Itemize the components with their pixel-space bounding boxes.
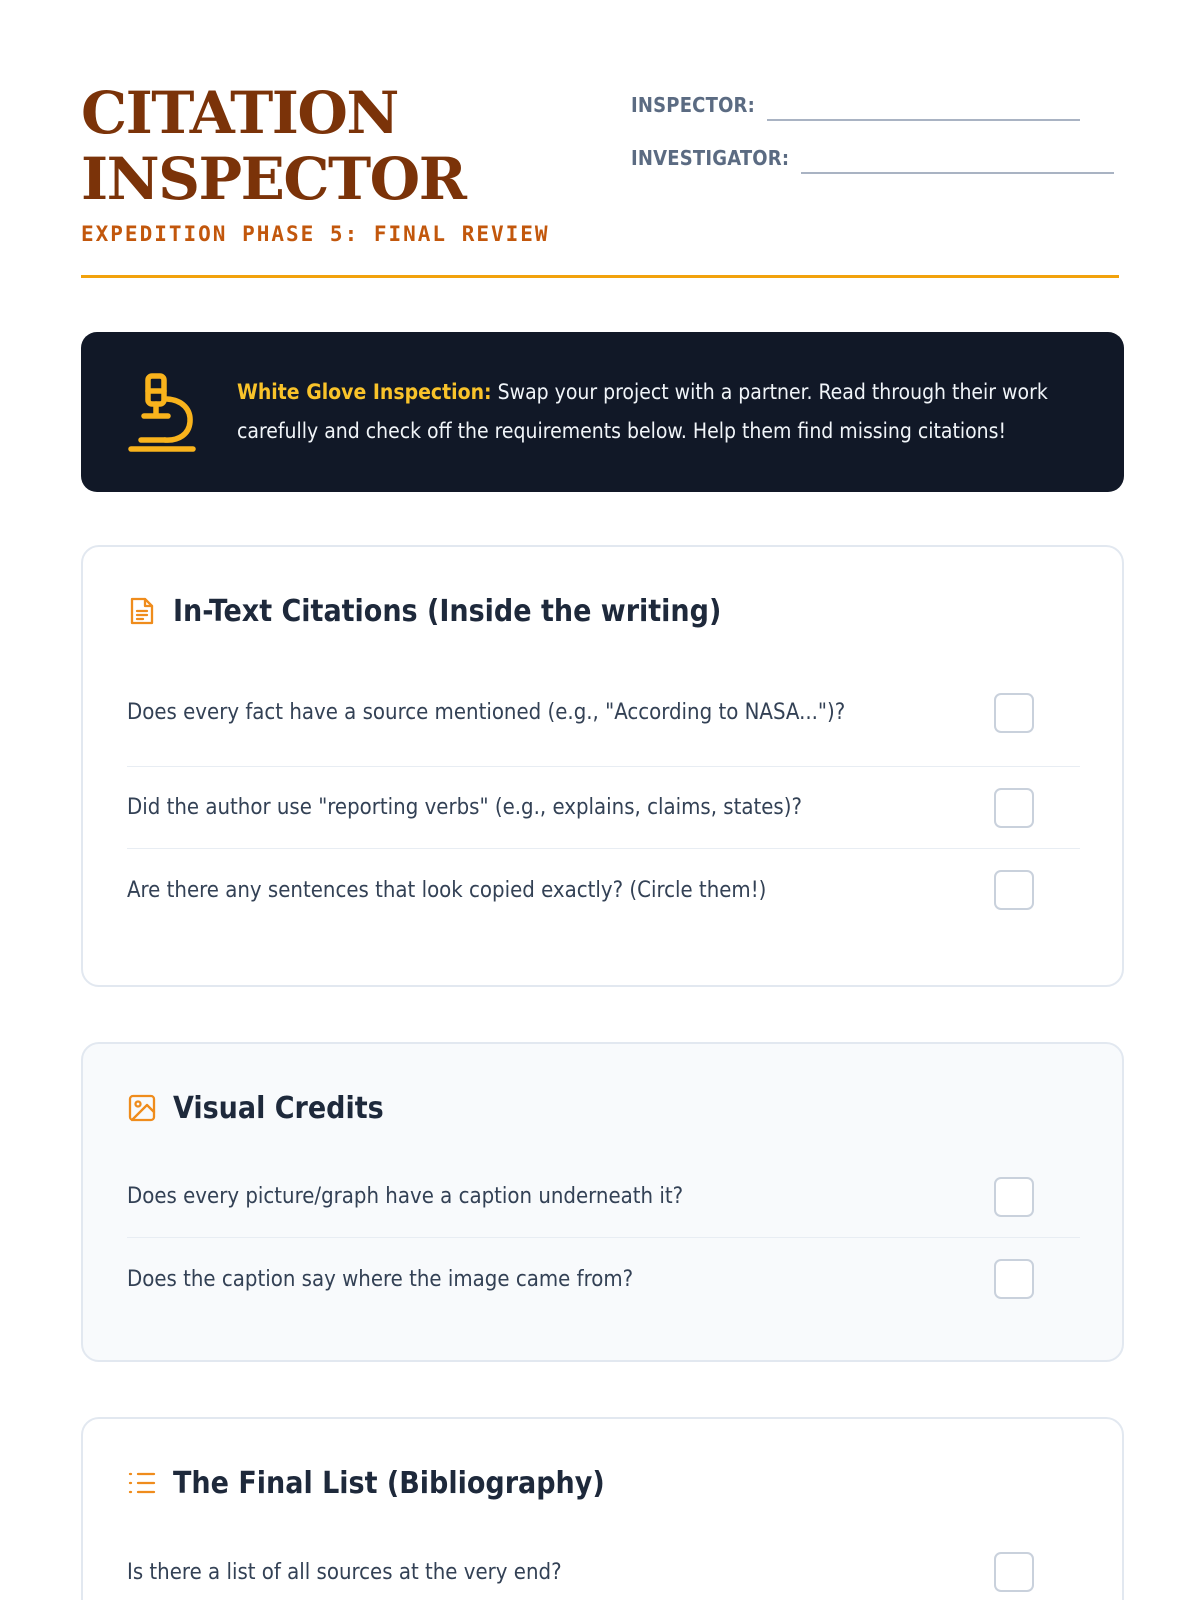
section-visual-credits — [81, 1042, 1124, 1362]
banner-body: Swap your project with a partner. Read through their work carefully and check off the requirements below. Help them find missing citations! — [237, 380, 1048, 443]
investigator-field — [631, 140, 1114, 174]
checklist-item — [127, 1531, 1080, 1600]
checklist-item-text: Are there any sentences that look copied exactly? (Circle them!) — [127, 877, 767, 903]
microscope-icon — [127, 372, 197, 452]
image-icon — [127, 1093, 157, 1123]
checklist-item — [127, 1156, 1080, 1238]
section-title: Visual Credits — [173, 1090, 384, 1126]
checklist-item-text: Does every fact have a source mentioned (e.g., "According to NASA...")? — [127, 700, 846, 725]
title-block — [81, 80, 550, 246]
section-in-text-citations — [81, 545, 1124, 987]
name-fields — [631, 87, 1114, 193]
checklist-item — [127, 659, 1080, 767]
checklist-checkbox[interactable] — [994, 1259, 1034, 1299]
instruction-banner — [81, 332, 1124, 492]
page-title — [81, 80, 550, 212]
document-icon — [127, 596, 157, 626]
section-title: In-Text Citations (Inside the writing) — [173, 593, 722, 629]
checklist-item-text: Does every picture/graph have a caption underneath it? — [127, 1184, 684, 1209]
title-line-1: CITATION — [81, 79, 398, 147]
checklist-checkbox[interactable] — [994, 1177, 1034, 1217]
checklist-item-text: Does the caption say where the image came from? — [127, 1266, 634, 1292]
investigator-label: INVESTIGATOR: — [631, 146, 790, 170]
inspector-field — [631, 87, 1114, 121]
banner-text — [237, 373, 1067, 451]
title-line-2: INSPECTOR — [81, 145, 466, 213]
checklist-checkbox[interactable] — [994, 788, 1034, 828]
section-title: The Final List (Bibliography) — [173, 1465, 605, 1501]
section-header — [127, 1461, 1080, 1505]
checklist-item — [127, 1238, 1080, 1320]
checklist-item-text: Did the author use "reporting verbs" (e.g., explains, claims, states)? — [127, 795, 802, 820]
inspector-input-line[interactable] — [767, 91, 1080, 121]
investigator-input-line[interactable] — [801, 144, 1114, 174]
section-header — [127, 589, 1080, 633]
checklist-item — [127, 767, 1080, 849]
checklist-item-text: Is there a list of all sources at the very end? — [127, 1559, 562, 1585]
checklist-checkbox[interactable] — [994, 1552, 1034, 1592]
checklist-checkbox[interactable] — [994, 870, 1034, 910]
page-subtitle: EXPEDITION PHASE 5: FINAL REVIEW — [81, 222, 550, 246]
checklist-item — [127, 849, 1080, 931]
list-icon — [127, 1468, 157, 1498]
checklist-checkbox[interactable] — [994, 693, 1034, 733]
inspector-label: INSPECTOR: — [631, 93, 756, 117]
banner-highlight: White Glove Inspection: — [237, 380, 492, 404]
section-header — [127, 1086, 1080, 1130]
section-bibliography — [81, 1417, 1124, 1600]
worksheet-header — [81, 0, 1119, 278]
